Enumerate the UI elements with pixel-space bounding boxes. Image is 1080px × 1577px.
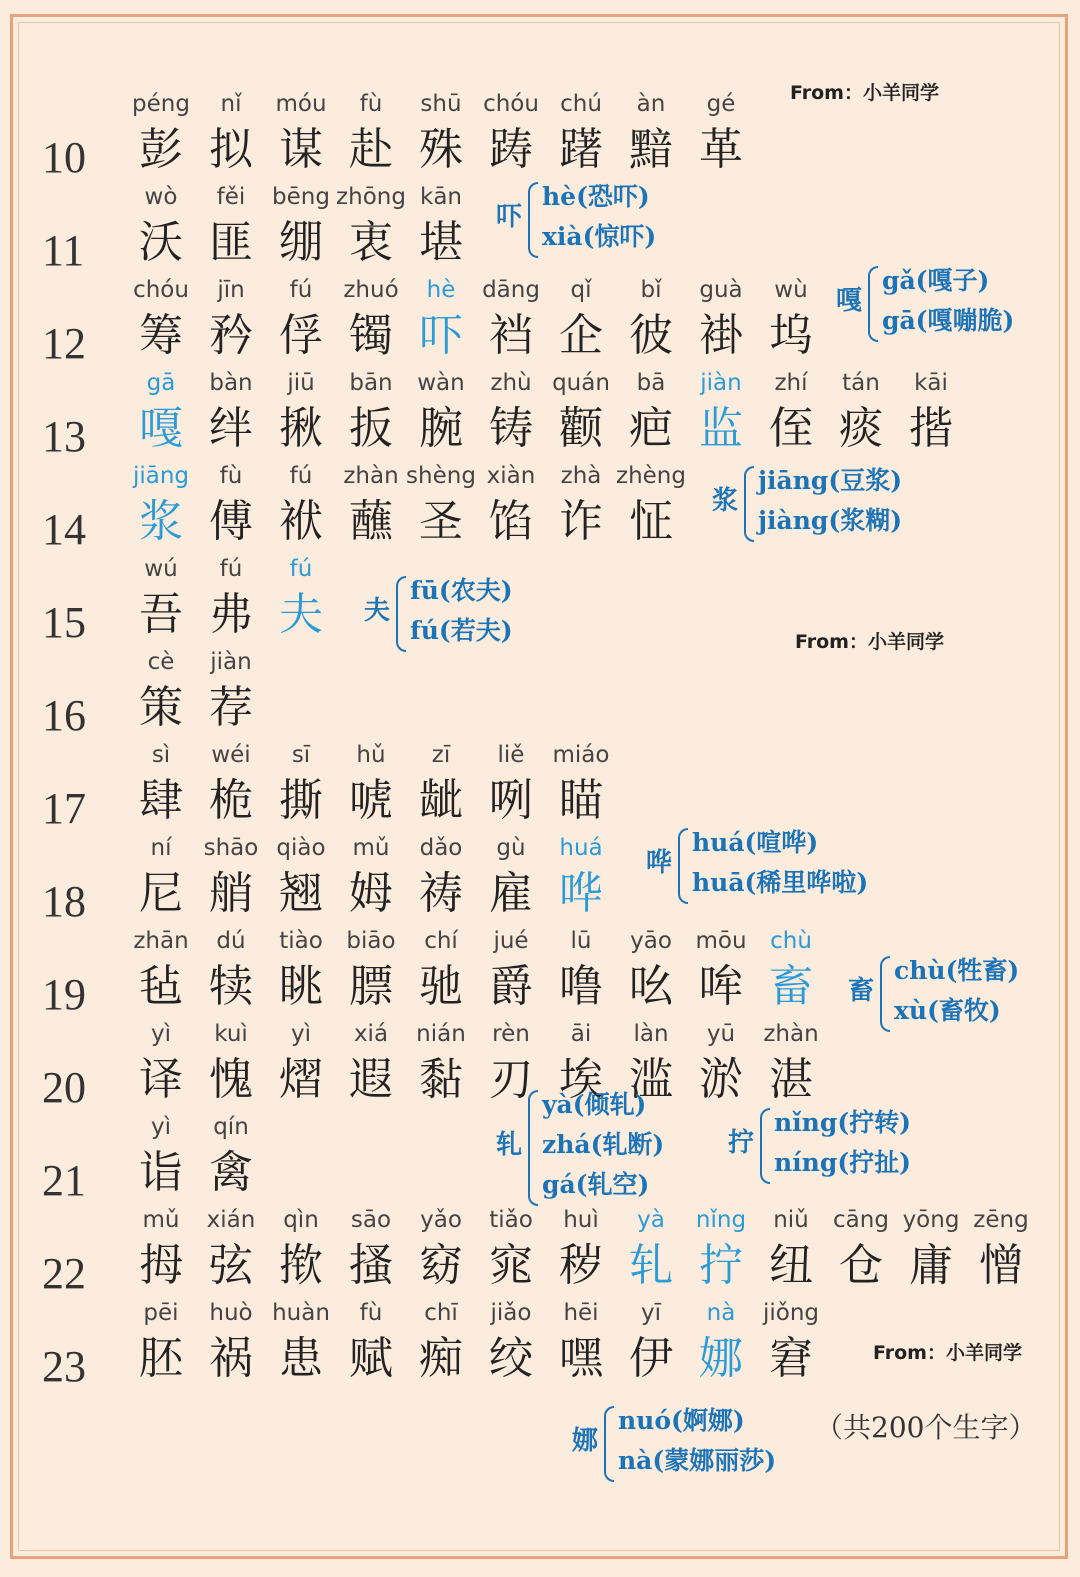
pinyin: bǐ: [640, 277, 662, 303]
pinyin: quán: [552, 370, 610, 396]
hanzi: 俘: [279, 310, 323, 361]
pinyin: mōu: [695, 928, 747, 954]
pinyin: fú: [289, 463, 313, 489]
hanzi: 窕: [489, 1240, 533, 1291]
polyphone-note: [836, 262, 1080, 342]
polyphone-note: [728, 1104, 988, 1184]
hanzi: 滥: [629, 1054, 673, 1105]
pinyin: àn: [636, 91, 666, 117]
polyphone-note: [712, 462, 972, 542]
hanzi: 绞: [489, 1333, 533, 1384]
pinyin: móu: [275, 91, 327, 117]
pinyin: āi: [570, 1021, 592, 1047]
hanzi: 膘: [349, 961, 393, 1012]
pinyin: zhèng: [616, 463, 686, 489]
char-cell: [965, 1208, 1037, 1290]
note-reading: níng(拧扯): [774, 1148, 911, 1177]
note-reading: xù(畜牧): [894, 996, 1001, 1025]
pinyin: mǔ: [352, 835, 390, 861]
hanzi: 殊: [419, 124, 463, 175]
row-number: 22: [42, 1249, 86, 1298]
pinyin: liě: [497, 742, 525, 768]
hanzi: 黏: [419, 1054, 463, 1105]
pinyin: fěi: [216, 184, 246, 210]
char-cell: [755, 929, 827, 1011]
hanzi: 揪: [279, 403, 323, 454]
hanzi: 赴: [349, 124, 393, 175]
hanzi: 哞: [699, 961, 743, 1012]
pinyin: bā: [636, 370, 666, 396]
pinyin: dǎo: [419, 835, 463, 861]
hanzi: 吾: [139, 589, 183, 640]
brace-icon: [744, 466, 754, 542]
note-reading: huá(喧哗): [692, 828, 819, 857]
hanzi: 驰: [419, 961, 463, 1012]
hanzi: 沃: [139, 217, 183, 268]
hanzi: 镯: [349, 310, 393, 361]
pinyin: nǐng: [695, 1207, 747, 1233]
hanzi: 坞: [769, 310, 813, 361]
hanzi: 埃: [559, 1054, 603, 1105]
hanzi: 拇: [139, 1240, 183, 1291]
pinyin: huò: [209, 1300, 253, 1326]
pinyin: huì: [563, 1207, 599, 1233]
pinyin: miáo: [552, 742, 610, 768]
hanzi: 伊: [629, 1333, 673, 1384]
note-reading: gā(嘎嘣脆): [882, 306, 1015, 335]
pinyin: jiǎo: [490, 1300, 532, 1326]
char-cell: [895, 371, 967, 453]
hanzi: 爵: [489, 961, 533, 1012]
row-number: 10: [42, 133, 86, 182]
row-number: 11: [42, 226, 85, 275]
hanzi: 腕: [419, 403, 463, 454]
note-char: 嘎: [836, 286, 863, 316]
hanzi: 蘸: [349, 496, 393, 547]
brace-icon: [528, 182, 538, 258]
hanzi: 颧: [559, 403, 603, 454]
hanzi: 庸: [909, 1240, 953, 1291]
note-char: 拧: [728, 1128, 755, 1158]
hanzi: 彭: [139, 124, 183, 175]
source-label: From：小羊同学: [873, 1342, 1022, 1364]
pinyin: tán: [842, 370, 880, 396]
polyphone-note: [496, 178, 756, 258]
pinyin: kuì: [214, 1021, 248, 1047]
pinyin: chóu: [483, 91, 539, 117]
hanzi: 荐: [209, 682, 253, 733]
row-number: 23: [42, 1342, 86, 1391]
hanzi: 拟: [209, 124, 253, 175]
hanzi: 赋: [349, 1333, 393, 1384]
pinyin: nián: [416, 1021, 466, 1047]
pinyin: bān: [349, 370, 393, 396]
pinyin: cè: [147, 649, 175, 675]
char-cell: [195, 1115, 267, 1197]
hanzi: 哗: [559, 868, 603, 919]
pinyin: yì: [150, 1114, 171, 1140]
row-number: 14: [42, 505, 86, 554]
hanzi: 湛: [769, 1054, 813, 1105]
hanzi: 患: [279, 1333, 323, 1384]
pinyin: xiá: [353, 1021, 389, 1047]
note-reading: fū(农夫): [410, 576, 513, 605]
pinyin: niǔ: [773, 1207, 809, 1233]
hanzi: 策: [139, 682, 183, 733]
hanzi: 黯: [629, 124, 673, 175]
hanzi: 桅: [209, 775, 253, 826]
pinyin: hè: [426, 277, 456, 303]
hanzi: 痰: [839, 403, 883, 454]
pinyin: chí: [424, 928, 458, 954]
hanzi: 嘎: [139, 403, 183, 454]
pinyin: wàn: [417, 370, 465, 396]
pinyin: jiū: [287, 370, 315, 396]
pinyin: wò: [144, 184, 178, 210]
hanzi: 铸: [489, 403, 533, 454]
pinyin: shèng: [406, 463, 476, 489]
pinyin: xiàn: [486, 463, 536, 489]
note-reading: nǐng(拧转): [774, 1108, 911, 1137]
pinyin: shāo: [203, 835, 259, 861]
note-char: 浆: [712, 486, 739, 516]
char-cell: [545, 743, 617, 825]
char-cell: [195, 650, 267, 732]
hanzi: 揿: [279, 1240, 323, 1291]
pinyin: làn: [633, 1021, 669, 1047]
pinyin: yōng: [902, 1207, 960, 1233]
note-reading: jiàng(浆糊): [758, 506, 903, 535]
hanzi: 胚: [139, 1333, 183, 1384]
pinyin: zhān: [133, 928, 189, 954]
hanzi: 唬: [349, 775, 393, 826]
pinyin: cāng: [833, 1207, 889, 1233]
char-cell: [755, 1022, 827, 1104]
hanzi: 祷: [419, 868, 463, 919]
note-reading: hè(恐吓): [542, 182, 650, 211]
note-reading: gá(轧空): [542, 1170, 650, 1199]
note-char: 夫: [364, 596, 391, 626]
hanzi: 姆: [349, 868, 393, 919]
hanzi: 革: [699, 124, 743, 175]
hanzi: 畜: [769, 961, 813, 1012]
pinyin: huá: [559, 835, 603, 861]
pinyin: mǔ: [142, 1207, 180, 1233]
hanzi: 诈: [559, 496, 603, 547]
brace-icon: [880, 956, 890, 1032]
pinyin: guà: [699, 277, 743, 303]
pinyin: fú: [219, 556, 243, 582]
pinyin: gé: [706, 91, 736, 117]
pinyin: zhōng: [336, 184, 406, 210]
pinyin: kāi: [914, 370, 948, 396]
pinyin: yāo: [630, 928, 672, 954]
pinyin: qǐ: [570, 277, 592, 303]
polyphone-note: [646, 824, 906, 904]
pinyin: gù: [496, 835, 526, 861]
pinyin: gā: [146, 370, 176, 396]
pinyin: jiāng: [132, 463, 190, 489]
hanzi: 圣: [419, 496, 463, 547]
pinyin: qiào: [276, 835, 326, 861]
hanzi: 撕: [279, 775, 323, 826]
hanzi: 怔: [629, 496, 673, 547]
pinyin: wú: [144, 556, 178, 582]
pinyin: chú: [560, 91, 602, 117]
pinyin: sì: [151, 742, 171, 768]
row-number: 12: [42, 319, 86, 368]
pinyin: zhàn: [763, 1021, 819, 1047]
pinyin: zhí: [774, 370, 808, 396]
note-reading: nuó(婀娜): [618, 1406, 745, 1435]
pinyin: bēng: [272, 184, 330, 210]
hanzi: 疤: [629, 403, 673, 454]
hanzi: 愧: [209, 1054, 253, 1105]
hanzi: 监: [699, 403, 743, 454]
hanzi: 咧: [489, 775, 533, 826]
hanzi: 娜: [699, 1333, 743, 1384]
brace-icon: [604, 1406, 614, 1482]
pinyin: jiàn: [700, 370, 742, 396]
pinyin: zhuó: [343, 277, 399, 303]
pinyin: yì: [150, 1021, 171, 1047]
pinyin: bàn: [209, 370, 253, 396]
note-char: 娜: [572, 1426, 599, 1456]
hanzi: 犊: [209, 961, 253, 1012]
hanzi: 拧: [699, 1240, 743, 1291]
hanzi: 矜: [209, 310, 253, 361]
hanzi: 痴: [419, 1333, 463, 1384]
total-count-note: （共200个生字）: [815, 1411, 1037, 1444]
pinyin: pēi: [143, 1300, 179, 1326]
pinyin: qìn: [283, 1207, 319, 1233]
pinyin: nà: [706, 1300, 736, 1326]
hanzi: 尼: [139, 868, 183, 919]
pinyin: péng: [132, 91, 190, 117]
polyphone-note: [848, 952, 1080, 1032]
char-cell: [685, 92, 757, 174]
char-cell: [755, 1301, 827, 1383]
hanzi: 袱: [279, 496, 323, 547]
hanzi: 彼: [629, 310, 673, 361]
hanzi: 弗: [209, 589, 253, 640]
pinyin: fù: [359, 1300, 383, 1326]
pinyin: fú: [289, 277, 313, 303]
row-number: 17: [42, 784, 86, 833]
note-reading: jiāng(豆浆): [758, 466, 903, 495]
hanzi: 裆: [489, 310, 533, 361]
hanzi: 侄: [769, 403, 813, 454]
hanzi: 傅: [209, 496, 253, 547]
pinyin: nǐ: [220, 91, 242, 117]
pinyin: zī: [431, 742, 451, 768]
hanzi: 夫: [279, 589, 323, 640]
hanzi: 馅: [489, 496, 533, 547]
polyphone-note: [572, 1402, 832, 1482]
note-reading: zhá(轧断): [542, 1130, 665, 1159]
char-cell: [405, 185, 477, 267]
hanzi: 踌: [489, 124, 533, 175]
pinyin: sāo: [350, 1207, 392, 1233]
hanzi: 绊: [209, 403, 253, 454]
polyphone-note: [364, 572, 624, 652]
brace-icon: [868, 266, 878, 342]
hanzi: 毡: [139, 961, 183, 1012]
pinyin: fù: [359, 91, 383, 117]
hanzi: 翘: [279, 868, 323, 919]
pinyin: qín: [213, 1114, 249, 1140]
brace-icon: [760, 1108, 770, 1184]
char-cell: [545, 836, 617, 918]
pinyin: yì: [290, 1021, 311, 1047]
pinyin: wù: [774, 277, 808, 303]
hanzi: 绷: [279, 217, 323, 268]
hanzi: 衷: [349, 217, 393, 268]
pinyin: shū: [420, 91, 462, 117]
hanzi: 筹: [139, 310, 183, 361]
hanzi: 企: [559, 310, 603, 361]
row-number: 19: [42, 970, 86, 1019]
hanzi: 褂: [699, 310, 743, 361]
hanzi: 译: [139, 1054, 183, 1105]
hanzi: 窈: [419, 1240, 463, 1291]
note-reading: gǎ(嘎子): [882, 266, 990, 295]
source-label: From：小羊同学: [795, 631, 944, 653]
pinyin: tiào: [279, 928, 323, 954]
hanzi: 堪: [419, 217, 463, 268]
note-reading: fú(若夫): [410, 616, 513, 645]
hanzi: 秽: [559, 1240, 603, 1291]
row-number: 20: [42, 1063, 86, 1112]
hanzi: 刃: [489, 1054, 533, 1105]
hanzi: 噜: [559, 961, 603, 1012]
note-reading: chù(牲畜): [894, 956, 1020, 985]
hanzi: 艄: [209, 868, 253, 919]
note-char: 哗: [646, 848, 673, 878]
pinyin: dú: [216, 928, 246, 954]
row-number: 15: [42, 598, 86, 647]
polyphone-note: [496, 1086, 756, 1206]
hanzi: 诣: [139, 1147, 183, 1198]
hanzi: 熠: [279, 1054, 323, 1105]
pinyin: chóu: [133, 277, 189, 303]
pinyin: yǎo: [420, 1207, 462, 1233]
pinyin: huàn: [272, 1300, 330, 1326]
hanzi: 轧: [629, 1240, 673, 1291]
hanzi: 谋: [279, 124, 323, 175]
note-reading: yà(倾轧): [542, 1090, 647, 1119]
note-reading: xià(惊吓): [542, 222, 657, 251]
pinyin: yà: [637, 1207, 665, 1233]
brace-icon: [678, 828, 688, 904]
pinyin: hēi: [563, 1300, 599, 1326]
hanzi: 匪: [209, 217, 253, 268]
hanzi: 吆: [629, 961, 673, 1012]
hanzi: 眺: [279, 961, 323, 1012]
char-cell: [615, 464, 687, 546]
char-cell: [755, 278, 827, 360]
pinyin: biāo: [346, 928, 396, 954]
hanzi: 龇: [419, 775, 463, 826]
pinyin: tiǎo: [489, 1207, 533, 1233]
hanzi: 窘: [769, 1333, 813, 1384]
hanzi: 揩: [909, 403, 953, 454]
pinyin: dāng: [482, 277, 540, 303]
brace-icon: [528, 1090, 538, 1206]
hanzi: 憎: [979, 1240, 1023, 1291]
pinyin: yū: [706, 1021, 736, 1047]
pinyin: sī: [291, 742, 311, 768]
hanzi: 嘿: [559, 1333, 603, 1384]
note-reading: huā(稀里哗啦): [692, 868, 869, 897]
hanzi: 搔: [349, 1240, 393, 1291]
pinyin: wéi: [211, 742, 251, 768]
hanzi: 祸: [209, 1333, 253, 1384]
pinyin: jiàn: [210, 649, 252, 675]
hanzi: 淤: [699, 1054, 743, 1105]
hanzi: 仓: [839, 1240, 883, 1291]
pinyin: jué: [493, 928, 529, 954]
brace-icon: [396, 576, 406, 652]
pinyin: lū: [570, 928, 592, 954]
note-reading: nà(蒙娜丽莎): [618, 1446, 777, 1475]
hanzi: 禽: [209, 1147, 253, 1198]
pinyin: ní: [150, 835, 172, 861]
note-char: 畜: [848, 976, 875, 1006]
hanzi: 肆: [139, 775, 183, 826]
pinyin: zēng: [973, 1207, 1029, 1233]
char-cell: [265, 557, 337, 639]
hanzi: 吓: [419, 310, 463, 361]
row-number: 21: [42, 1156, 86, 1205]
pinyin: zhù: [490, 370, 532, 396]
row-number: 13: [42, 412, 86, 461]
hanzi: 纽: [769, 1240, 813, 1291]
hanzi: 浆: [139, 496, 183, 547]
pinyin: jīn: [217, 277, 245, 303]
pinyin: fù: [219, 463, 243, 489]
source-label: From：小羊同学: [790, 82, 939, 104]
pinyin: jiǒng: [762, 1300, 820, 1326]
pinyin: yī: [640, 1300, 661, 1326]
pinyin: xián: [206, 1207, 256, 1233]
hanzi: 瞄: [559, 775, 603, 826]
row-number: 18: [42, 877, 86, 926]
pinyin: zhàn: [343, 463, 399, 489]
pinyin: fú: [289, 556, 313, 582]
note-char: 轧: [496, 1130, 523, 1160]
hanzi: 雇: [489, 868, 533, 919]
hanzi: 扳: [349, 403, 393, 454]
pinyin: zhà: [560, 463, 602, 489]
hanzi: 弦: [209, 1240, 253, 1291]
hanzi: 遐: [349, 1054, 393, 1105]
pinyin: hǔ: [356, 742, 386, 768]
pinyin: kān: [420, 184, 462, 210]
row-number: 16: [42, 691, 86, 740]
pinyin: chī: [424, 1300, 458, 1326]
pinyin: chù: [770, 928, 812, 954]
note-char: 吓: [496, 202, 523, 232]
hanzi: 躇: [559, 124, 603, 175]
pinyin: rèn: [492, 1021, 530, 1047]
